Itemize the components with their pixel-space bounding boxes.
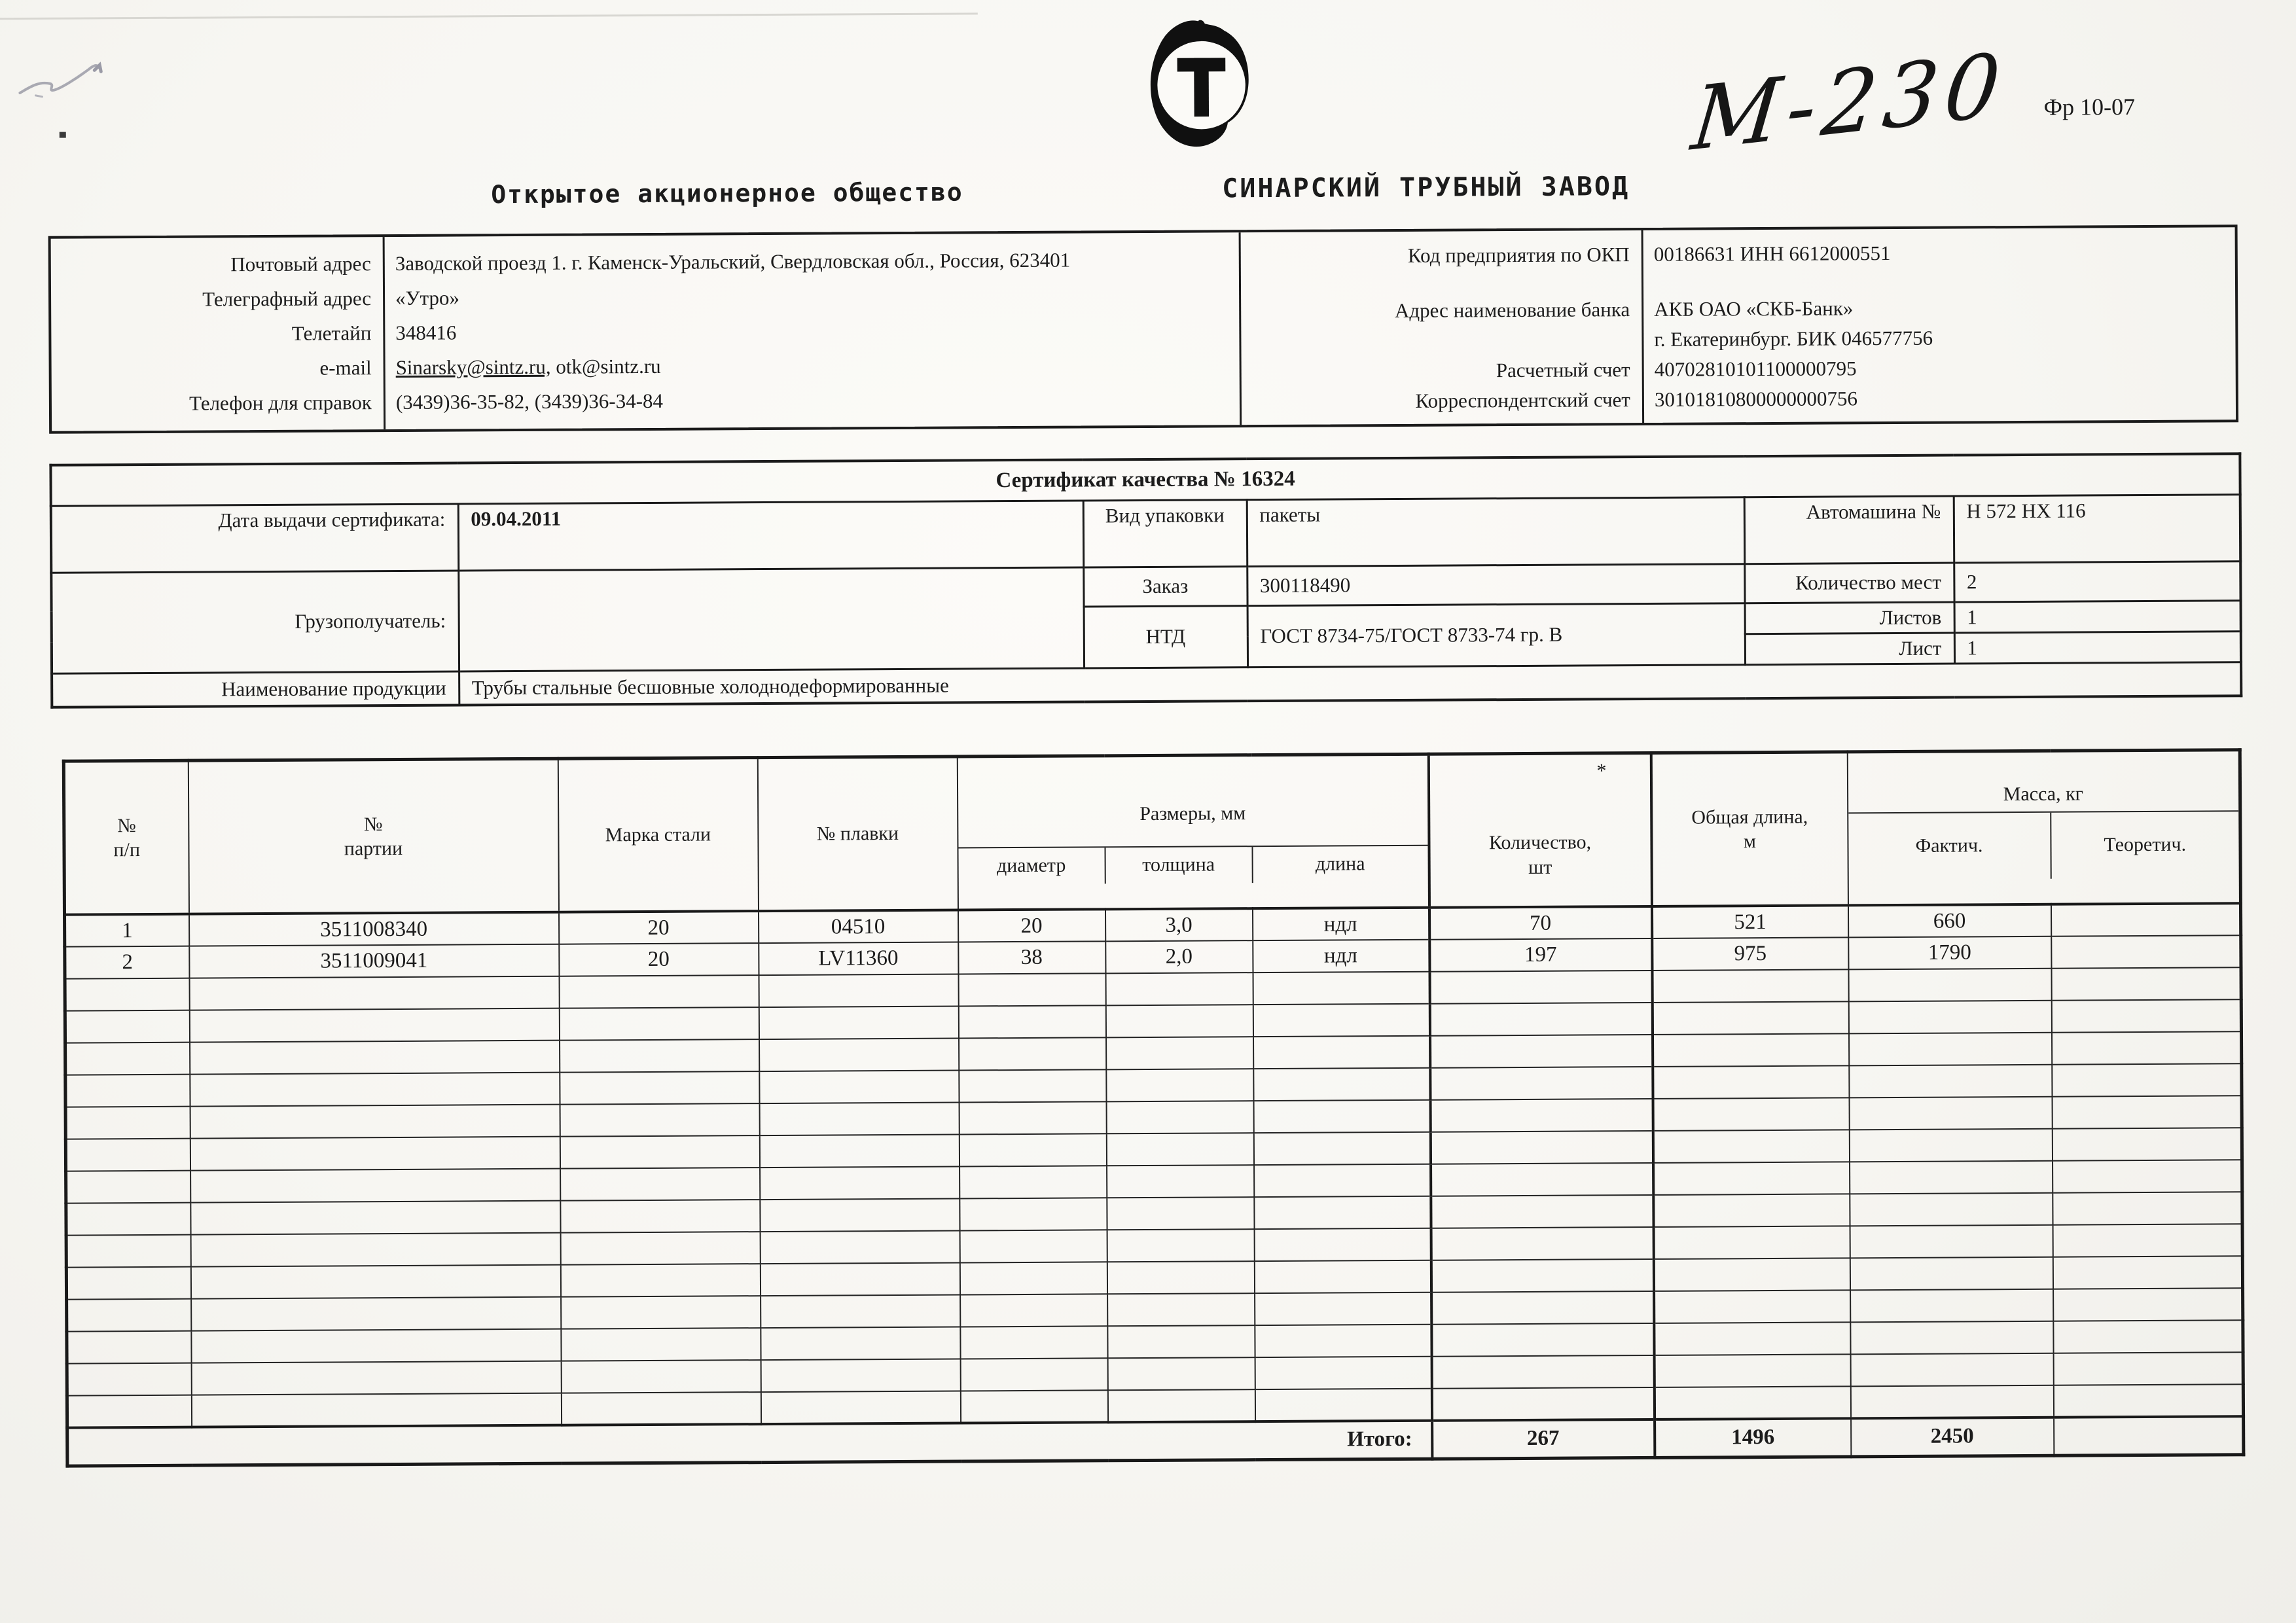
totals-total-length: 1496 — [1655, 1418, 1851, 1457]
pipe-table-cell — [1431, 1387, 1654, 1421]
contact-label: Телефон для справок — [188, 391, 372, 415]
pipe-table-cell — [1107, 1197, 1254, 1230]
teletype-value: 348416 — [395, 321, 457, 344]
pipe-table-cell — [960, 1166, 1107, 1198]
pipe-table-cell — [1653, 1194, 1850, 1227]
pipe-table-cell — [958, 973, 1105, 1006]
pipe-table-cell — [1654, 1354, 1850, 1387]
pipe-table-cell — [2051, 967, 2241, 1001]
pipe-table-cell — [1850, 1161, 2053, 1194]
pipe-table-cell: 2 — [65, 946, 189, 979]
packaging-value: пакеты — [1247, 497, 1745, 566]
col-group-mass — [1847, 750, 2240, 906]
pipe-table-header — [63, 750, 2240, 915]
pipe-table-cell — [1254, 1260, 1431, 1293]
contact-labels-column — [51, 237, 386, 431]
scan-edge-artifact — [0, 12, 978, 20]
pipe-table-cell — [190, 1169, 560, 1203]
pipe-table-cell — [1107, 1325, 1255, 1358]
email-underlined: Sinarsky@sintz.ru, — [395, 355, 551, 379]
pipe-table-cell — [1253, 1132, 1430, 1165]
totals-mass-theoretical — [2054, 1416, 2244, 1455]
bank-label: Расчетный счет — [1496, 358, 1630, 382]
okp-inn-value: 00186631 ИНН 6612000551 — [1653, 241, 1891, 266]
pipe-table-cell — [1850, 1225, 2053, 1258]
pipe-table-cell — [65, 1107, 190, 1139]
pipe-table-cell — [1850, 1257, 2053, 1291]
pipe-table-cell — [960, 1390, 1107, 1423]
pipe-table-cell — [1106, 1101, 1253, 1133]
pipe-table-cell — [190, 1201, 560, 1235]
form-code: Фр 10-07 — [2043, 94, 2136, 120]
pipe-table-cell — [760, 1262, 960, 1296]
places-value: 2 — [1954, 561, 2240, 601]
ntd-value: ГОСТ 8734-75/ГОСТ 8733-74 гр. В — [1247, 603, 1745, 667]
sheets-value: 1 — [1954, 600, 2241, 632]
pipe-table-cell — [1107, 1293, 1255, 1326]
col-header-num: № п/п — [63, 760, 188, 914]
contact-values-column — [385, 232, 1242, 429]
totals-mass-actual: 2450 — [1851, 1418, 2054, 1457]
pipe-table-cell: 197 — [1429, 938, 1652, 972]
pipe-table-cell — [66, 1267, 190, 1300]
ink-dot-artifact — [60, 132, 66, 138]
company-logo-icon — [1136, 18, 1263, 151]
pipe-table-cell — [1429, 1003, 1652, 1036]
pipe-table-cell — [2053, 1160, 2242, 1193]
pipe-table-cell — [1431, 1195, 1653, 1228]
totals-label: Итого: — [67, 1421, 1432, 1466]
pipe-table-cell — [1653, 1033, 1849, 1067]
pipe-table — [62, 748, 2246, 1467]
pipe-table-cell — [66, 1171, 190, 1204]
pipe-table-cell: 3511008340 — [189, 912, 559, 946]
pipe-table-cell — [960, 1358, 1107, 1391]
pipe-table-cell: LV11360 — [759, 942, 958, 976]
pipe-table-cell — [1254, 1164, 1431, 1197]
pipe-table-cell — [1253, 1068, 1430, 1101]
pipe-table-cell — [1431, 1323, 1654, 1357]
product-label: Наименование продукции — [52, 671, 459, 707]
pipe-table-cell — [1106, 1133, 1253, 1166]
pipe-table-cell — [1653, 1162, 1850, 1195]
col-header-length: длина — [1315, 853, 1365, 875]
pipe-table-cell — [1850, 1385, 2053, 1419]
pipe-table-cell: 38 — [958, 941, 1105, 974]
consignee-label: Грузополучатель: — [51, 570, 459, 673]
footnote-asterisk: * — [1596, 760, 1607, 782]
pipe-table-cell — [759, 1007, 958, 1040]
pipe-table-cell — [190, 1265, 560, 1299]
postal-address-value: Заводской проезд 1. г. Каменск-Уральский, Свердловская обл., Россия, 623401 — [395, 248, 1071, 275]
pipe-table-cell — [1431, 1163, 1653, 1196]
pipe-table-cell — [1254, 1228, 1431, 1261]
pipe-table-cell — [1255, 1357, 1431, 1389]
col-header-mass-actual: Фактич. — [1848, 812, 2052, 880]
pipe-table-cell — [759, 1102, 959, 1135]
pipe-table-cell — [759, 1039, 959, 1072]
packaging-label: Вид упаковки — [1083, 499, 1247, 567]
pipe-table-cell — [760, 1198, 960, 1232]
pipe-table-cell — [1107, 1389, 1255, 1422]
truck-label: Автомашина № — [1744, 496, 1954, 564]
pipe-table-cell — [1848, 1001, 2051, 1034]
col-header-steel-grade: Марка стали — [558, 758, 758, 912]
pipe-table-cell — [65, 978, 189, 1011]
pipe-table-cell — [959, 1101, 1106, 1134]
bank-name-value: АКБ ОАО «СКБ-Банк» — [1654, 296, 1854, 321]
pipe-table-cell — [1430, 1099, 1653, 1132]
pipe-table-cell — [1653, 1258, 1850, 1291]
places-label: Количество мест — [1744, 563, 1954, 603]
product-value: Трубы стальные бесшовные холоднодеформированные — [459, 662, 2241, 705]
pipe-table-cell — [560, 1039, 759, 1073]
pipe-table-cell — [190, 1233, 560, 1267]
pipe-table-cell — [65, 1075, 190, 1107]
sizes-group-label: Размеры, мм — [958, 780, 1427, 848]
pipe-table-cell — [2053, 1288, 2243, 1321]
pipe-table-cell — [560, 1264, 760, 1297]
pipe-table-cell — [191, 1297, 561, 1331]
pipe-table-cell — [1431, 1227, 1653, 1260]
pipe-table-cell — [761, 1294, 960, 1328]
org-type-title: Открытое акционерное общество — [491, 177, 963, 209]
correspondent-account-value: 30101810800000000756 — [1654, 387, 1858, 411]
pipe-table-cell — [759, 974, 958, 1008]
pipe-table-cell: 3511009041 — [189, 944, 559, 978]
pipe-table-cell — [2053, 1192, 2242, 1225]
certificate-title: Сертификат качества № 16324 — [50, 454, 2240, 506]
pipe-table-cell — [1849, 1033, 2052, 1066]
pipe-table-cell — [66, 1203, 190, 1236]
pipe-table-cell: 20 — [559, 943, 759, 976]
pipe-table-cell — [1653, 1130, 1849, 1163]
pipe-table-cell — [960, 1198, 1107, 1230]
email-value — [396, 346, 1240, 385]
pipe-table-cell — [190, 1041, 560, 1075]
sheets-label: Листов — [1745, 602, 1954, 634]
bank-city-bik-value: г. Екатеринбург. БИК 046577756 — [1654, 326, 1933, 351]
pipe-table-cell — [1652, 1001, 1848, 1035]
pipe-table-cell: 1790 — [1848, 936, 2051, 970]
pipe-table-body — [65, 903, 2244, 1427]
pipe-table-cell — [2051, 935, 2241, 969]
pipe-table-cell — [2051, 903, 2240, 936]
truck-value: Н 572 НХ 116 — [1954, 494, 2241, 562]
pipe-table-cell — [67, 1395, 191, 1428]
pipe-table-cell — [1849, 1065, 2052, 1098]
pipe-table-cell — [1653, 1097, 1849, 1131]
pipe-table-cell — [1652, 969, 1848, 1003]
pipe-table-cell — [559, 975, 759, 1008]
pipe-table-cell — [1430, 1067, 1653, 1100]
pencil-scribble — [16, 61, 127, 107]
email-rest: otk@sintz.ru — [550, 354, 661, 378]
pipe-table-cell — [189, 976, 559, 1010]
pipe-table-cell — [67, 1299, 191, 1332]
pipe-table-cell — [1849, 1097, 2052, 1130]
pipe-table-cell — [191, 1361, 561, 1395]
order-label: Заказ — [1083, 566, 1247, 606]
col-header-thickness: толщина — [1105, 847, 1253, 883]
pipe-table-cell — [1106, 1037, 1253, 1069]
pipe-table-cell — [561, 1296, 761, 1329]
pipe-table-cell — [561, 1328, 761, 1361]
pipe-table-cell: ндл — [1252, 908, 1429, 940]
pipe-table-cell — [2051, 999, 2241, 1033]
order-value: 300118490 — [1247, 563, 1744, 605]
pipe-table-cell: 660 — [1848, 904, 2051, 938]
pipe-table-cell — [1654, 1322, 1850, 1355]
pipe-table-cell: 3,0 — [1105, 908, 1252, 941]
pipe-table-cell — [960, 1230, 1107, 1262]
pipe-table-cell — [65, 1010, 189, 1043]
pipe-table-cell — [560, 1200, 760, 1233]
pipe-table-cell — [65, 1139, 190, 1171]
pipe-table-cell — [1107, 1229, 1254, 1262]
consignee-value — [458, 567, 1084, 671]
pipe-table-cell — [561, 1360, 761, 1393]
pipe-table-cell — [190, 1073, 560, 1107]
pipe-table-cell — [560, 1071, 759, 1105]
pipe-table-cell — [1850, 1321, 2053, 1355]
pipe-table-cell — [760, 1166, 960, 1200]
pipe-table-cell — [2053, 1384, 2243, 1418]
pipe-table-cell: 2,0 — [1105, 940, 1253, 973]
col-header-quantity — [1428, 753, 1651, 907]
pipe-table-cell: 20 — [559, 911, 759, 944]
pipe-table-cell — [1253, 1100, 1430, 1133]
pipe-table-cell — [1849, 1129, 2052, 1162]
pipe-table-cell — [1107, 1261, 1254, 1294]
pipe-table-cell — [2053, 1352, 2243, 1385]
cert-date-value: 09.04.2011 — [458, 500, 1084, 570]
pipe-table-cell: 521 — [1651, 905, 1848, 938]
pipe-table-cell — [1253, 972, 1429, 1005]
pipe-table-cell: 1 — [65, 914, 189, 947]
bank-label: Код предприятия по ОКП — [1407, 243, 1630, 267]
pipe-table-cell — [189, 1008, 559, 1043]
pipe-table-cell — [560, 1232, 760, 1265]
pipe-table-cell — [1107, 1357, 1255, 1390]
contact-label: Телеграфный адрес — [202, 287, 372, 311]
pipe-table-cell — [759, 1134, 959, 1168]
pipe-table-cell — [1106, 1069, 1253, 1101]
pipe-table-cell — [2052, 1063, 2242, 1097]
col-header-mass-theoretical: Теоретич. — [2104, 833, 2187, 856]
col-header-diameter: диаметр — [958, 847, 1105, 884]
pipe-table-cell — [959, 1069, 1106, 1102]
bank-values-column — [1643, 227, 2236, 423]
pipe-table-cell — [1653, 1065, 1849, 1099]
pipe-table-cell — [1253, 1004, 1429, 1037]
pipe-table-cell — [1850, 1289, 2053, 1323]
pipe-table-cell — [2053, 1224, 2242, 1257]
pipe-table-cell — [67, 1331, 191, 1364]
pipe-table-cell — [1848, 969, 2051, 1002]
pipe-table-cell — [1850, 1193, 2053, 1226]
pipe-table-cell — [1255, 1389, 1431, 1421]
spacer — [1241, 270, 1630, 296]
pipe-table-cell — [1850, 1353, 2053, 1387]
pipe-table-cell — [959, 1037, 1106, 1070]
pipe-table-cell — [66, 1235, 190, 1268]
mass-group-label: Масса, кг — [1848, 776, 2238, 813]
sheet-value: 1 — [1954, 631, 2241, 663]
pipe-table-cell — [761, 1327, 960, 1360]
ntd-label: НТД — [1084, 605, 1247, 668]
bank-label: Корреспондентский счет — [1415, 388, 1631, 412]
pipe-table-cell — [2052, 1096, 2242, 1129]
col-header-total-length: Общая длина, м — [1651, 752, 1848, 906]
pipe-table-cell — [2052, 1128, 2242, 1161]
pipe-table-cell — [1105, 1005, 1253, 1037]
pipe-table-cell — [2053, 1320, 2243, 1353]
pipe-table-cell — [561, 1392, 761, 1425]
pipe-table-cell: 975 — [1652, 937, 1848, 971]
pipe-table-cell — [1431, 1259, 1653, 1293]
telegraph-address-value: «Утро» — [395, 286, 460, 310]
pipe-table-cell — [960, 1262, 1107, 1294]
pipe-table-cell — [761, 1391, 960, 1424]
pipe-table-cell — [1431, 1291, 1654, 1325]
company-details-block — [48, 224, 2239, 434]
pipe-table-cell — [1255, 1325, 1431, 1357]
phone-value: (3439)36-35-82, (3439)36-34-84 — [395, 389, 664, 414]
settlement-account-value: 40702810101100000795 — [1654, 357, 1857, 381]
contact-label: Телетайп — [291, 321, 372, 345]
pipe-table-cell — [760, 1230, 960, 1264]
bank-label — [1241, 325, 1630, 357]
pipe-table-cell — [759, 1070, 959, 1103]
bank-label: Адрес наименование банка — [1394, 298, 1630, 322]
org-name-title: СИНАРСКИЙ ТРУБНЫЙ ЗАВОД — [1222, 171, 1630, 204]
pipe-table-cell — [560, 1135, 759, 1169]
pipe-table-cell — [1253, 1036, 1430, 1069]
col-group-sizes — [957, 754, 1429, 910]
pipe-table-cell — [1654, 1290, 1850, 1323]
contact-label: e-mail — [319, 356, 372, 380]
pipe-table-cell — [190, 1105, 560, 1139]
pipe-table-cell — [560, 1168, 760, 1201]
certificate-info-table — [49, 452, 2242, 709]
pipe-table-cell — [1430, 1035, 1653, 1068]
pipe-table-cell — [560, 1103, 759, 1137]
sheet-label: Лист — [1745, 633, 1954, 665]
pipe-table-cell — [960, 1326, 1107, 1359]
pipe-table-cell: ндл — [1253, 940, 1429, 972]
pipe-table-cell — [1431, 1355, 1654, 1389]
pipe-table-cell — [190, 1137, 560, 1171]
col-header-heat: № плавки — [757, 757, 958, 911]
totals-quantity: 267 — [1432, 1419, 1655, 1459]
spacer — [1654, 266, 2235, 294]
pipe-table-cell — [1653, 1226, 1850, 1259]
handwritten-note: М-230 — [1687, 33, 2011, 171]
pipe-table-cell — [67, 1363, 191, 1396]
pipe-table-cell: 20 — [958, 909, 1105, 942]
pipe-table-cell — [1654, 1386, 1850, 1419]
pipe-table-cell — [191, 1329, 561, 1363]
pipe-table-cell — [1255, 1293, 1431, 1325]
pipe-table-cell — [1429, 971, 1652, 1004]
pipe-table-cell — [2053, 1256, 2242, 1289]
pipe-table-cell — [1105, 972, 1253, 1005]
pipe-table-cell: 70 — [1429, 906, 1651, 940]
cert-date-label: Дата выдачи сертификата: — [51, 503, 459, 572]
pipe-table-cell — [2052, 1031, 2242, 1065]
pipe-table-cell — [958, 1005, 1105, 1038]
pipe-table-cell — [1430, 1131, 1653, 1164]
bank-labels-column — [1241, 230, 1645, 425]
pipe-table-cell — [1107, 1165, 1254, 1198]
pipe-table-cell — [559, 1007, 759, 1041]
col-header-batch: № партии — [188, 758, 558, 914]
pipe-table-cell — [960, 1294, 1107, 1327]
pipe-table-cell — [1254, 1196, 1431, 1229]
pipe-table-cell — [65, 1043, 190, 1075]
pipe-table-cell — [959, 1133, 1106, 1166]
contact-label: Почтовый адрес — [230, 252, 371, 276]
pipe-table-cell — [191, 1393, 561, 1427]
pipe-table-cell: 04510 — [758, 910, 958, 944]
quantity-label: Количество, шт — [1488, 831, 1592, 878]
pipe-table-cell — [761, 1359, 960, 1392]
